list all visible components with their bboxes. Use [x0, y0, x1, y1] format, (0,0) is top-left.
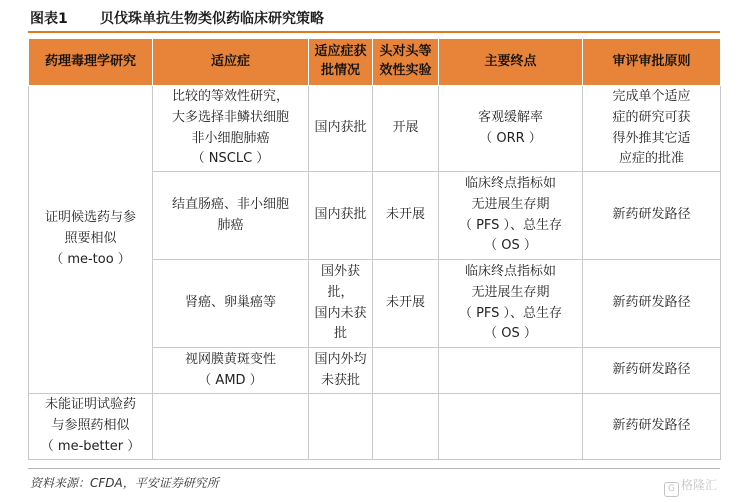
- endpoint-cell: 临床终点指标如 无进展生存期 （ PFS ）、总生存 （ OS ）: [439, 260, 583, 348]
- h2h-cell: 未开展: [373, 172, 439, 260]
- indication-cell: 肾癌、卵巢癌等: [153, 260, 309, 348]
- header-principle: 审评审批原则: [583, 39, 721, 86]
- approval-cell: 国外获批， 国内未获 批: [309, 260, 373, 348]
- figure-title: [30, 8, 324, 28]
- header-pharmacology: 药理毒理学研究: [29, 39, 153, 86]
- indication-cell: [153, 394, 309, 460]
- figure-title-text: 贝伐珠单抗生物类似药临床研究策略: [100, 11, 324, 27]
- group-me-too: 证明候选药与参 照要相似 （ me-too ）: [29, 86, 153, 394]
- h2h-cell: [373, 394, 439, 460]
- header-endpoint: 主要终点: [439, 39, 583, 86]
- principle-cell: 新药研发路径: [583, 348, 721, 394]
- endpoint-cell: 临床终点指标如 无进展生存期 （ PFS ）、总生存 （ OS ）: [439, 172, 583, 260]
- h2h-cell: [373, 348, 439, 394]
- figure-number: 图表1: [30, 11, 68, 27]
- endpoint-cell: [439, 348, 583, 394]
- group-me-better: 未能证明试验药 与参照药相似 （ me-better ）: [29, 394, 153, 460]
- header-approval: 适应症获 批情况: [309, 39, 373, 86]
- table-row: [29, 394, 721, 460]
- approval-cell: 国内外均 未获批: [309, 348, 373, 394]
- strategy-table: [28, 38, 721, 460]
- watermark-logo: [664, 476, 717, 497]
- watermark-text: 格隆汇: [681, 478, 718, 492]
- approval-cell: 国内获批: [309, 172, 373, 260]
- endpoint-cell: [439, 394, 583, 460]
- principle-cell: 新药研发路径: [583, 172, 721, 260]
- principle-cell: 新药研发路径: [583, 260, 721, 348]
- header-row: [29, 39, 721, 86]
- approval-cell: [309, 394, 373, 460]
- header-head-to-head: 头对头等 效性实验: [373, 39, 439, 86]
- logo-icon: G: [664, 482, 679, 497]
- header-indication: 适应症: [153, 39, 309, 86]
- principle-cell: 新药研发路径: [583, 394, 721, 460]
- indication-cell: 视网膜黄斑变性 （ AMD ）: [153, 348, 309, 394]
- table-row: [29, 86, 721, 172]
- principle-cell: 完成单个适应 症的研究可获 得外推其它适 应症的批准: [583, 86, 721, 172]
- h2h-cell: 开展: [373, 86, 439, 172]
- title-rule: [28, 31, 720, 33]
- approval-cell: 国内获批: [309, 86, 373, 172]
- endpoint-cell: 客观缓解率 （ ORR ）: [439, 86, 583, 172]
- source-note: 资料来源：CFDA，平安证券研究所: [30, 476, 219, 490]
- footer-rule: [28, 468, 720, 469]
- indication-cell: 结直肠癌、非小细胞 肺癌: [153, 172, 309, 260]
- h2h-cell: 未开展: [373, 260, 439, 348]
- indication-cell: 比较的等效性研究， 大多选择非鳞状细胞 非小细胞肺癌 （ NSCLC ）: [153, 86, 309, 172]
